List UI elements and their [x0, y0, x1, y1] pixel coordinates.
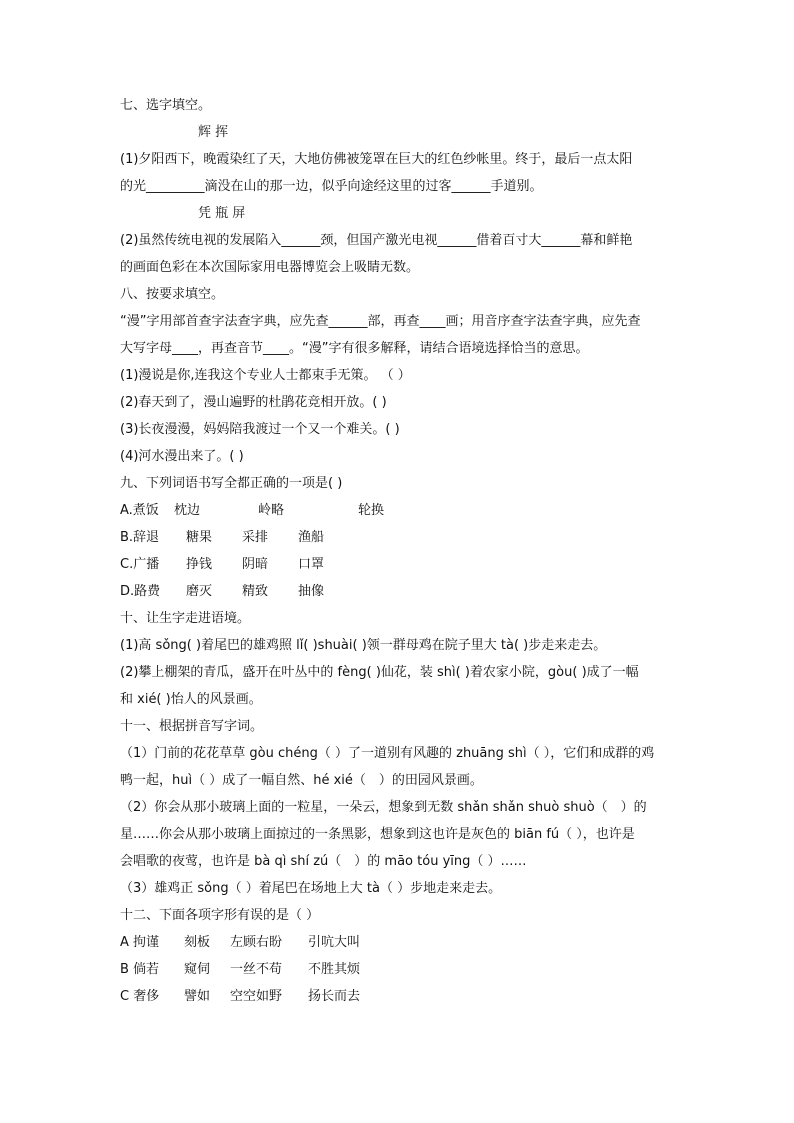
worksheet-page	[120, 92, 680, 1010]
option-label-word: C 奢侈	[120, 989, 160, 1004]
sec9-option-b	[120, 524, 680, 551]
option-word: 譬如	[184, 989, 211, 1004]
sec8-item-3: (3)长夜漫漫，妈妈陪我渡过一个又一个难关。( )	[120, 422, 400, 437]
sec8-item-1: (1)漫说是你,连我这个专业人士都束手无策。 （ ）	[120, 368, 411, 383]
option-word: 糖果	[186, 530, 213, 545]
option-word: 采排	[242, 530, 269, 545]
sec8-item-2: (2)春天到了，漫山遍野的杜鹃花竞相开放。( )	[120, 395, 387, 410]
option-word: 渔船	[298, 530, 325, 545]
section-9-title: 九、下列词语书写全都正确的一项是( )	[120, 476, 343, 491]
option-label-word: D.路费	[120, 584, 161, 599]
sec11-q2-line1: （2）你会从那小玻璃上面的一粒星，一朵云，想象到无数 shǎn shǎn shuò shuò（ ）的	[120, 800, 647, 815]
sec11-q3: （3）雄鸡正 sǒng（ ）着尾巴在场地上大 tà（ ）步地走来走去。	[120, 881, 502, 896]
option-word: 轮换	[358, 503, 385, 518]
section-10-title: 十、让生字走进语境。	[120, 611, 251, 626]
option-word: 刻板	[184, 935, 211, 950]
sec11-q1-line2: 鸭一起，huì（ ）成了一幅自然、hé xié（ ）的田园风景画。	[120, 773, 483, 788]
option-word: 引吭大叫	[308, 935, 361, 950]
sec8-item-4: (4)河水漫出来了。( )	[120, 449, 244, 464]
option-word: 精致	[242, 584, 269, 599]
option-label-word: B 倘若	[120, 962, 160, 977]
sec10-q2-line1: (2)攀上棚架的青瓜，盛开在叶丛中的 fèng( )仙花，装 shì( )着农家小院，gòu( )成了一幅	[120, 665, 639, 680]
sec11-q2-line2: 星……你会从那小玻璃上面掠过的一条黑影，想象到这也许是灰色的 biān fú（ ），也许是	[120, 827, 635, 842]
char-choices-1: 辉 挥	[198, 125, 229, 140]
sec7-q1-line2: 的光_________滴没在山的那一边，似乎向途经这里的过客______手道别。	[120, 179, 543, 194]
option-word: 抽像	[298, 584, 325, 599]
sec11-q2-line3: 会唱歌的夜莺，也许是 bà qì shí zú（ ）的 māo tóu yīng（ ）……	[120, 854, 527, 869]
option-word: 不胜其烦	[308, 962, 361, 977]
sec8-intro-line1: “漫”字用部首查字法查字典，应先查______部，再查____画；用音序查字法查字典，应先查	[120, 314, 641, 329]
sec11-q1-line1: （1）门前的花花草草 gòu chéng（ ）了一道别有风趣的 zhuāng shì（ ），它们和成群的鸡	[120, 746, 655, 761]
section-7-title: 七、选字填空。	[120, 98, 212, 113]
sec10-q1: (1)高 sǒng( )着尾巴的雄鸡照 lǐ( )shuài( )领一群母鸡在院子里大 tà( )步走来走去。	[120, 638, 607, 653]
option-word: 一丝不苟	[230, 962, 283, 977]
sec12-option-b	[120, 956, 680, 983]
section-11-title: 十一、根据拼音写字词。	[120, 719, 264, 734]
sec7-q1-line1: (1)夕阳西下，晚霞染红了天，大地仿佛被笼罩在巨大的红色纱帐里。终于，最后一点太阳	[120, 152, 633, 167]
option-label-word: A.煮饭	[120, 503, 159, 518]
option-word: 口罩	[298, 557, 325, 572]
option-word: 阴暗	[242, 557, 269, 572]
option-word: 磨灭	[186, 584, 213, 599]
option-label-word: B.辞退	[120, 530, 160, 545]
sec9-option-a	[120, 497, 680, 524]
option-word: 窥伺	[184, 962, 211, 977]
sec9-option-c	[120, 551, 680, 578]
sec8-intro-line2: 大写字母____，再查音节____。“漫”字有很多解释，请结合语境选择恰当的意思。	[120, 341, 589, 356]
option-word: 左顾右盼	[230, 935, 283, 950]
option-word: 空空如野	[230, 989, 283, 1004]
sec9-option-d	[120, 578, 680, 605]
option-word: 枕边	[174, 503, 201, 518]
sec12-option-c	[120, 983, 680, 1010]
sec12-option-a	[120, 929, 680, 956]
char-choices-2: 凭 瓶 屏	[198, 206, 246, 221]
section-12-title: 十二、下面各项字形有误的是（ ）	[120, 908, 320, 923]
option-word: 岭略	[258, 503, 285, 518]
option-label-word: A 拘谨	[120, 935, 160, 950]
option-label-word: C.广播	[120, 557, 160, 572]
section-8-title: 八、按要求填空。	[120, 287, 225, 302]
option-word: 扬长而去	[308, 989, 361, 1004]
sec7-q2-line2: 的画面色彩在本次国际家用电器博览会上吸睛无数。	[120, 260, 420, 275]
sec10-q2-line2: 和 xié( )怡人的风景画。	[120, 692, 262, 707]
option-word: 挣钱	[186, 557, 213, 572]
sec7-q2-line1: (2)虽然传统电视的发展陷入______颈，但国产激光电视______借着百寸大______幕和鲜艳	[120, 233, 633, 248]
